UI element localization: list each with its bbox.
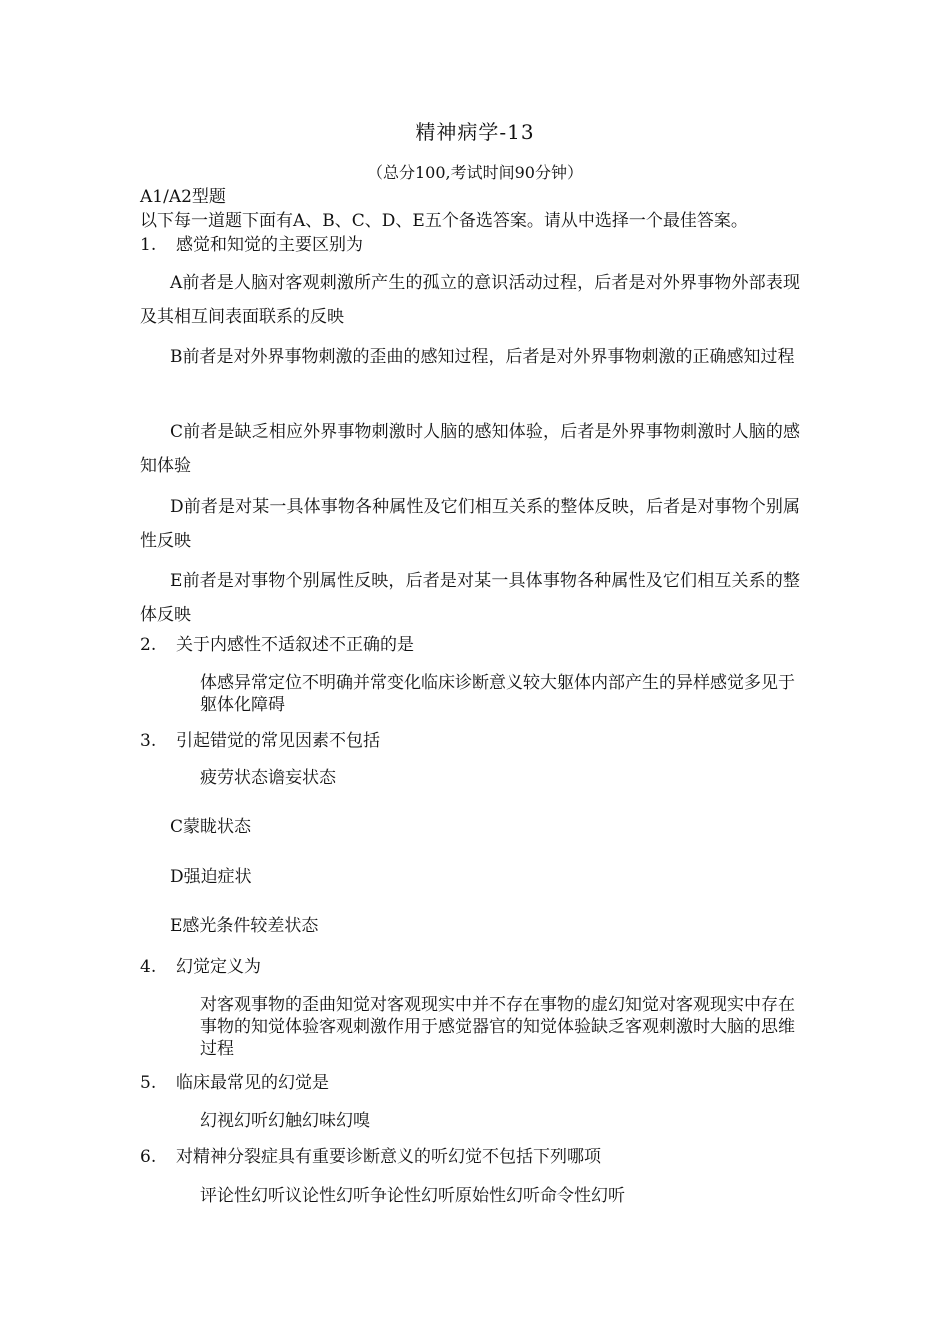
question-number: 6. (140, 1147, 157, 1167)
option-d: D强迫症状 (170, 867, 252, 887)
question-number: 3. (140, 731, 157, 751)
option-a: A前者是人脑对客观刺激所产生的孤立的意识活动过程，后者是对外界事物外部表现及其相互间表面联系的反映 (140, 273, 800, 327)
option-b: B前者是对外界事物刺激的歪曲的感知过程，后者是对外界事物刺激的正确感知过程 (170, 347, 795, 367)
option-e: E前者是对事物个别属性反映，后者是对某一具体事物各种属性及它们相互关系的整体反映 (140, 571, 800, 625)
question-text: 关于内感性不适叙述不正确的是 (176, 635, 414, 655)
page-title: 精神病学-13 (415, 120, 535, 144)
options-block: 幻视幻听幻触幻味幻嗅 (200, 1111, 370, 1131)
question-6 (140, 1146, 601, 1168)
question-number: 4. (140, 957, 157, 977)
options-block: 疲劳状态谵妄状态 (200, 768, 336, 788)
question-5 (140, 1072, 329, 1094)
option-c: C前者是缺乏相应外界事物刺激时人脑的感知体验，后者是外界事物刺激时人脑的感知体验 (140, 422, 800, 476)
question-number: 1. (140, 235, 157, 255)
option-e: E感光条件较差状态 (170, 916, 319, 936)
question-text: 感觉和知觉的主要区别为 (176, 235, 363, 255)
options-block: 评论性幻听议论性幻听争论性幻听原始性幻听命令性幻听 (200, 1186, 625, 1206)
question-3 (140, 730, 380, 752)
question-4 (140, 956, 261, 978)
option-d: D前者是对某一具体事物各种属性及它们相互关系的整体反映，后者是对事物个别属性反映 (140, 497, 800, 551)
option-c: C蒙眬状态 (170, 817, 252, 837)
section-heading: A1/A2型题 (140, 187, 226, 207)
question-text: 幻觉定义为 (176, 957, 261, 977)
question-text: 对精神分裂症具有重要诊断意义的听幻觉不包括下列哪项 (176, 1147, 601, 1167)
options-block: 对客观事物的歪曲知觉对客观现实中并不存在事物的虚幻知觉对客观现实中存在事物的知觉体验客观刺激作用于感觉器官的知觉体验缺乏客观刺激时大脑的思维过程 (200, 995, 795, 1059)
exam-info: （总分100,考试时间90分钟） (367, 163, 583, 182)
question-number: 2. (140, 635, 157, 655)
question-text: 引起错觉的常见因素不包括 (176, 731, 380, 751)
question-text: 临床最常见的幻觉是 (176, 1073, 329, 1093)
question-number: 5. (140, 1073, 157, 1093)
question-2 (140, 634, 414, 656)
instructions: 以下每一道题下面有A、B、C、D、E五个备选答案。请从中选择一个最佳答案。 (140, 211, 748, 231)
question-1 (140, 234, 363, 256)
options-block: 体感异常定位不明确并常变化临床诊断意义较大躯体内部产生的异样感觉多见于躯体化障碍 (200, 673, 795, 715)
